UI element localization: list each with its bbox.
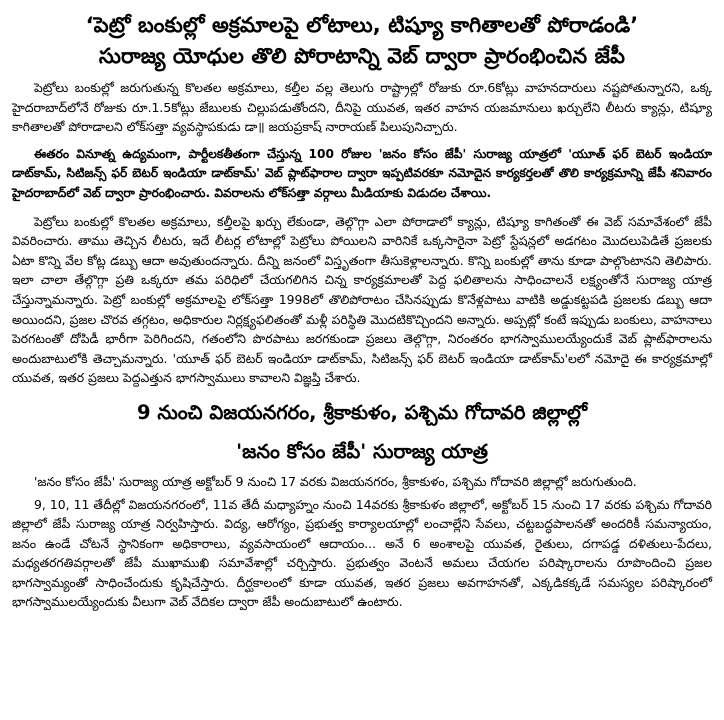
section-heading-line-1: 9 నుంచి విజయనగరం, శ్రీకాకుళం, పశ్చిమ గోదావరి జిల్లాల్లో [136,400,588,424]
intro-paragraph: పెట్రోలు బంకుల్లో జరుగుతున్న కొలతల అక్రమాలు, కల్తీల వల్ల తెలుగు రాష్ట్రాల్లో రోజుకు రూ.6కోట్లు వాహనదారులు నష్టపోతున్నారని, ఒక్క హైదరాబాద్‌లోనే రోజుకు రూ.1.5కోట్లు జేబులకు చిల్లుపడుతోందని, దీనిపై యువత, ఇతర వాహన యజమానులు ఖర్చులేని లీటరు క్యాన్లు, టిష్యూ కాగితాలతో పోరాడాలని లోక్‌సత్తా వ్యవస్థాపకుడు డా॥ జయప్రకాష్ నారాయణ్ పిలుపునిచ్చారు. [12,80,712,135]
headline-line-2: సురాజ్య యోధుల తొలి పోరాటాన్ని వెబ్ ద్వారా ప్రారంభించిన జేపీ [98,44,626,68]
headline-line-1: ‘పెట్రో బంకుల్లో అక్రమాలపై లోటాలు, టిష్యూ కాగితాలతో పోరాడండి’ [85,13,639,37]
highlight-paragraph: ఈతరం వినూత్న ఉద్యమంగా, పార్టీలకతీతంగా చేస్తున్న 100 రోజుల 'జనం కోసం జేపీ' సురాజ్య యాత్రలో 'యూత్ ఫర్ బెటర్ ఇండియా డాట్‌కామ్, సిటిజన్స్ ఫర్ బెటర్ ఇండియా డాట్‌కామ్' వెబ్ ప్లాట్‌ఫారాల ద్వారా ఇప్పటివరకూ నమోదైన కార్యకర్తలతో తొలి కార్యక్రమాన్ని జేపీ శనివారం హైదరాబాద్‌లో వెబ్ ద్వారా ప్రారంభించారు. వివరాలను లోక్‌సత్తా వర్గాలు మీడియాకు విడుదల చేశాయి. [12,146,712,200]
agenda-paragraph: 9, 10, 11 తేదీల్లో విజయనగరంలో, 11వ తేదీ మధ్యాహ్నం నుంచి 14వరకు శ్రీకాకుళం జిల్లాలో, అక్టోబర్ 15 నుంచి 17 వరకు పశ్చిమ గోదావరి జిల్లాలో జేపీ సురాజ్య యాత్ర నిర్వహిస్తారు. విద్య, ఆరోగ్యం, ప్రభుత్వ కార్యాలయాల్లో లంచాల్లేని సేవలు, చట్టబద్ధపాలనతో అందరికీ సమన్యాయం, జనం ఉండే చోటనే స్థానికంగా అధికారాలు, వ్యవసాయంలో ఆదాయం... అనే 6 అంశాలపై యువత, రైతులు, దగాపడ్డ దళితులు-పేదలు, మధ్యతరగతివర్గాలతో జేపీ ముఖాముఖి సమావేశాల్లో చర్చిస్తారు. ప్రభుత్వం వెంటనే అమలు చేయగల పరిష్కారాలను రూపొందించి ప్రజల భాగస్వామ్యంతో సాధించేందుకు కృషిచేస్తారు. దీర్ఘకాలంలో కూడా యువత, ఇతర ప్రజలు అవగాహనతో, ఎక్కడికక్కడే సమస్యల పరిష్కారంలో భాగస్వాములయ్యేందుకు వీలుగా వెబ్ వేదికల ద్వారా జేపీ అందుబాటులో ఉంటారు. [12,496,712,610]
body-paragraph: పెట్రోలు బంకుల్లో కొలతల అక్రమాలు, కల్తీలపై ఖర్చు లేకుండా, తెల్గొగ్గా ఎలా పోరాడాలో క్యాన్లు, టిష్యూ కాగితంతో ఈ వెబ్ సమావేశంలో జేపీ వివరించారు. తాము తెచ్చిన లీటరు, ఇదే లీటర్ల లోటాల్లో పెట్రోలు పోయిలని వారినికే ఒక్కసారైనా పెట్రో స్టేషన్లలో అడగటం మొదలుపెడితే ప్రజలకు ఏటా కొన్ని వేల కోట్ల డబ్బు ఆదా అవుతుందన్నారు. దీన్ని జనంలో విస్తృతంగా తీసుకెళ్లాలన్నారు. కొన్ని బంకుల్లో తాను కూడా పాల్గొంటానని తెలిపారు. ఇలా చాలా తేల్గొగ్గా ప్రతి ఒక్కరూ తమ పరిధిలో చేయగలిగిన చిన్న కార్యక్రమాలతో పెద్ద ఫలితాలను సాధించాలనే లక్ష్యంతోనే సురాజ్య యాత్ర చేస్తున్నామన్నారు. పెట్రో బంకుల్లో అక్రమాలపై లోక్‌సత్తా 1998లో తొలిపోరాటం చేసినప్పుడు కొనేళ్లపాటు వాటికి అడ్డుకట్టపడి ప్రజలకు డబ్బు ఆదా అయిందని, ప్రజల చొరవ తగ్గటం, అధికారుల నిర్లక్ష్యఫలితంతో మళ్లీ పరిస్థితి మొదటికొచ్చిందని అన్నారు. అప్పట్లో కంటే ఇప్పుడు బంకులు, వాహనాలు పెరగటంతో దోపిడీ భారీగా పెరిగిందని, గతంలోని పొరపాటు జరగకుండా ప్రజలు తెల్గొగ్గా, నిరంతరం భాగస్వాములయ్యేందుకే వెబ్ ప్లాట్‌ఫారాలను అందుబాటులోకి తెచ్చామన్నారు. 'యూత్ ఫర్ బెటర్ ఇండియా డాట్‌కామ్, సిటిజన్స్ ఫర్ బెటర్ ఇండియా డాట్‌కామ్'లలో నమోదై ఈ కార్యక్రమాల్లో యువత, ఇతర ప్రజలు పెద్దఎత్తున భాగస్వాములు కావాలని విజ్ఞప్తి చేశారు. [12,213,712,386]
schedule-paragraph: 'జనం కోసం జేపీ' సురాజ్య యాత్ర అక్టోబర్ 9 నుంచి 17 వరకు విజయనగరం, శ్రీకాకుళం, పశ్చిమ గోదావరి జిల్లాల్లో జరుగుతుంది. [34,473,637,489]
section-heading-line-2: 'జనం కోసం జేపీ' సురాజ్య యాత్ర [236,439,488,463]
